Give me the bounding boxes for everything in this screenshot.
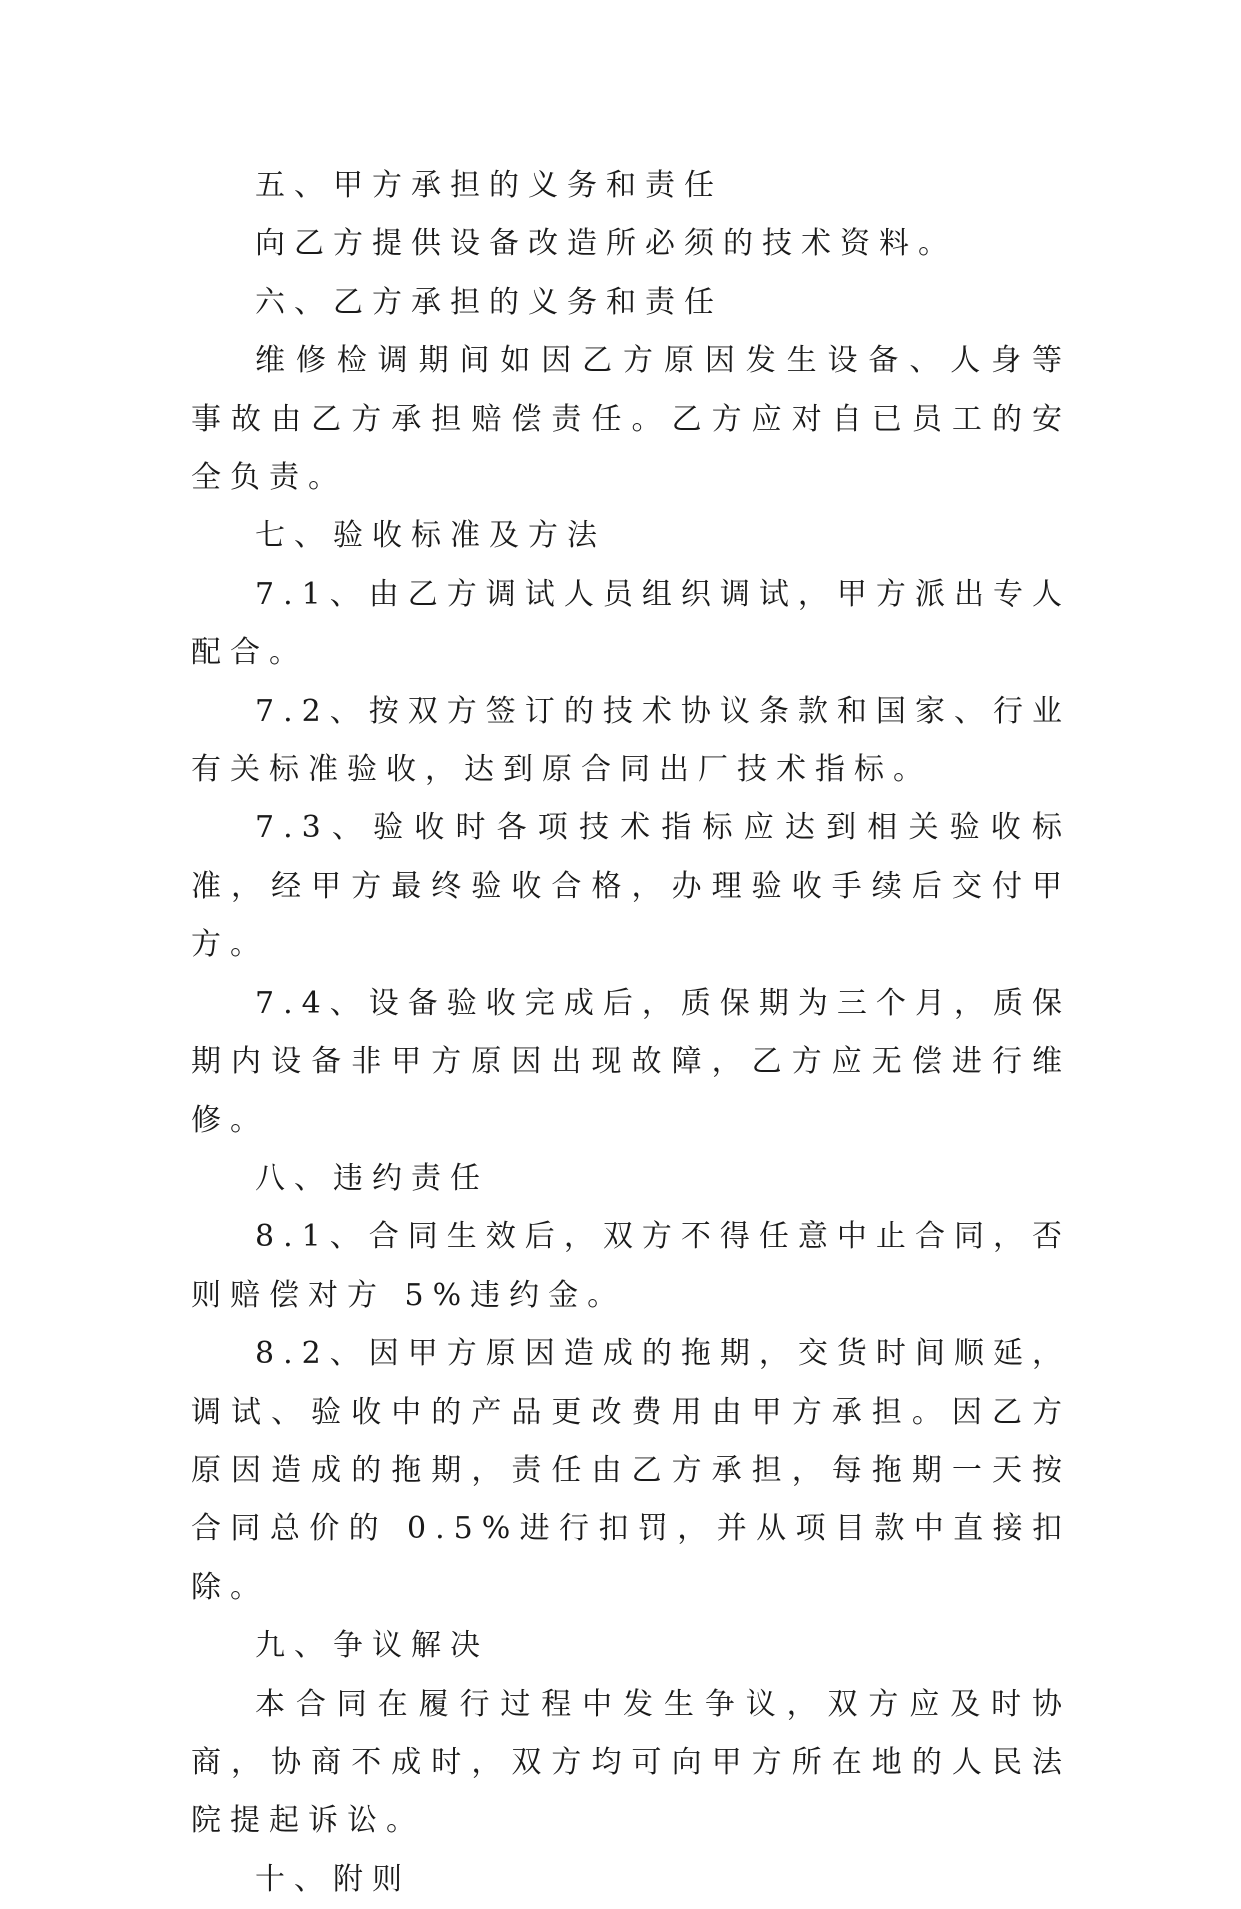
clause-7-4: 7.4、设备验收完成后，质保期为三个月，质保期内设备非甲方原因出现故障，乙方应无偿进行维修。 xyxy=(191,985,1071,1138)
clause-8-2: 8.2、因甲方原因造成的拖期，交货时间顺延，调试、验收中的产品更改费用由甲方承担。因乙方原因造成的拖期，责任由乙方承担，每拖期一天按合同总价的 0.5%进行扣罚，并从项目款中直接扣除。 xyxy=(191,1336,1071,1605)
section-heading-6: 六、乙方承担的义务和责任 xyxy=(255,284,723,320)
section-heading-7: 七、验收标准及方法 xyxy=(255,518,606,554)
section-heading-9: 九、争议解决 xyxy=(255,1628,489,1664)
paragraph: 向乙方提供设备改造所必须的技术资料。 xyxy=(255,226,957,262)
document-body xyxy=(191,157,1071,1909)
clause-8-1: 8.1、合同生效后，双方不得任意中止合同，否则赔偿对方 5%违约金。 xyxy=(191,1219,1071,1313)
section-heading-5: 五、甲方承担的义务和责任 xyxy=(255,168,723,203)
clause-7-1: 7.1、由乙方调试人员组织调试，甲方派出专人配合。 xyxy=(191,576,1071,671)
paragraph: 本合同在履行过程中发生争议，双方应及时协商，协商不成时，双方均可向甲方所在地的人民法院提起诉讼。 xyxy=(191,1686,1071,1839)
section-heading-8: 八、违约责任 xyxy=(255,1160,489,1196)
clause-7-2: 7.2、按双方签订的技术协议条款和国家、行业有关标准验收，达到原合同出厂技术指标。 xyxy=(191,693,1071,788)
section-heading-10: 十、附则 xyxy=(255,1861,411,1897)
paragraph: 维修检调期间如因乙方原因发生设备、人身等事故由乙方承担赔偿责任。乙方应对自已员工的安全负责。 xyxy=(191,343,1071,496)
clause-7-3: 7.3、验收时各项技术指标应达到相关验收标准，经甲方最终验收合格，办理验收手续后交付甲方。 xyxy=(191,810,1071,963)
